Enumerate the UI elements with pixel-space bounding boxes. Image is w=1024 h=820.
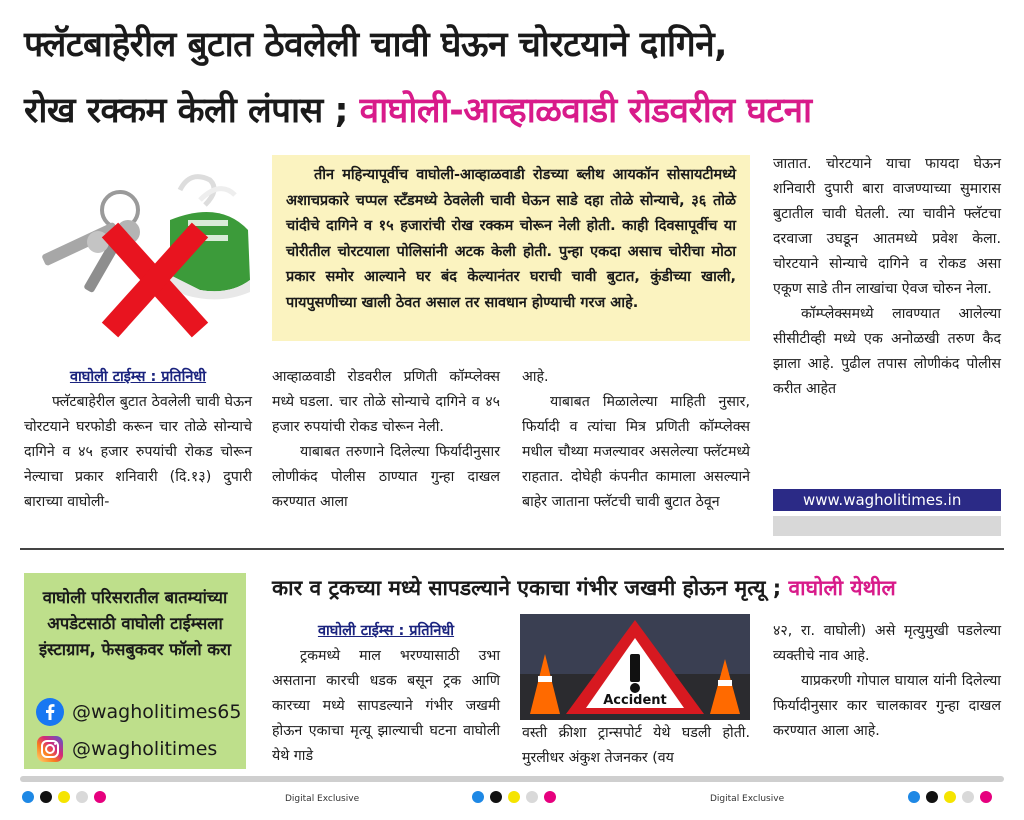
color-dot xyxy=(926,791,938,803)
callout-box: तीन महिन्यापूर्वीच वाघोली-आव्हाळवाडी रोडच्या ब्लीथ आयकॉन सोसायटीमध्ये अशाचप्रकारे चप्पल स्टॅंडमध्ये ठेवलेली चावी घेऊन साडे दहा तोळे सोन्याचे, ३६ तोळे चांदीचे दागिने व १५ हजारांची रोख रक्कम चोरून नेली होती. काही दिवसापूर्वीच या चोरीतील चोरटयाला पोलिसांनी अटक केली होती. पुन्हा एकदा असाच चोरीचा मोठा प्रकार समोर आल्याने घर बंद केल्यानंतर घराची चावी बुटात, कुंडीच्या खाली, पायपुसणीच्या खाली ठेवत असाल तर सावधान होण्याची गरज आहे. xyxy=(272,155,750,341)
article2-col3 xyxy=(773,619,1001,744)
instagram-handle-row[interactable] xyxy=(36,734,217,764)
color-dot xyxy=(76,791,88,803)
color-dot xyxy=(544,791,556,803)
article-text: फ्लॅटबाहेरील बुटात ठेवलेली चावी घेऊन चोरटयाने घरफोडी करून चार तोळे सोन्याचे दागिने व ४५ हजार रुपयांची रोकड चोरून नेल्याचा प्रकार शनिवारी (दि.१३) दुपारी बाराच्या वाघोली- xyxy=(24,394,252,510)
section-divider xyxy=(20,548,1004,550)
facebook-icon xyxy=(36,698,64,726)
headline-line-2 xyxy=(24,88,1004,134)
facebook-handle-row[interactable] xyxy=(36,697,241,727)
color-dot xyxy=(58,791,70,803)
headline-line-1: फ्लॅटबाहेरील बुटात ठेवलेली चावी घेऊन चोरटयाने दागिने, xyxy=(24,25,727,65)
byline: वाघोली टाईम्स : प्रतिनिधी xyxy=(317,623,455,639)
article1-col4 xyxy=(773,152,1001,402)
color-dot xyxy=(490,791,502,803)
website-link[interactable]: www.wagholitimes.in xyxy=(773,489,1001,511)
instagram-icon xyxy=(36,735,64,763)
color-dot xyxy=(526,791,538,803)
headline-magenta-part: वाघोली-आव्हाळवाडी रोडवरील घटना xyxy=(359,91,812,131)
color-dot xyxy=(908,791,920,803)
article2-headline xyxy=(272,574,1012,602)
article-text: आहे. xyxy=(522,369,549,385)
color-dots-center xyxy=(472,791,562,803)
footer-label: Digital Exclusive xyxy=(285,794,360,804)
accident-image xyxy=(520,614,750,720)
article-text: कॉम्प्लेक्समध्ये लावण्यात आलेल्या सीसीटीव्ही मध्ये एक अनोळखी तरुण कैद झाला आहे. पुढील तपास लोणीकंद पोलीस करीत आहेत xyxy=(773,306,1001,397)
color-dot xyxy=(472,791,484,803)
article-text: याबाबत मिळालेल्या माहिती नुसार, फिर्यादी व त्यांचा मित्र प्रणिती कॉम्प्लेक्स मधील चौथ्या मजल्यावर असलेल्या फ्लॅटमध्ये राहतात. दोघेही कंपनीत कामाला असल्याने बाहेर जाताना फ्लॅटची चावी बुटात ठेवून xyxy=(522,394,750,510)
keys-shoe-image xyxy=(20,160,260,340)
article2-headline-magenta: वाघोली येथील xyxy=(788,576,896,600)
color-dot xyxy=(962,791,974,803)
article1-col3 xyxy=(522,365,750,515)
bottom-bar xyxy=(20,776,1004,782)
article2-col2 xyxy=(522,721,750,771)
article-text: आव्हाळवाडी रोडवरील प्रणिती कॉम्प्लेक्स मध्ये घडला. चार तोळे सोन्याचे दागिने व ४५ हजार रुपयांची रोकड चोरून नेली. xyxy=(272,369,500,435)
accident-label: Accident xyxy=(603,693,667,708)
color-dot xyxy=(944,791,956,803)
facebook-handle: @wagholitimes65 xyxy=(72,701,242,723)
color-dots-left xyxy=(22,791,112,803)
social-promo-box xyxy=(24,573,246,769)
color-dot xyxy=(94,791,106,803)
article-text: याप्रकरणी गोपाल घायाल यांनी दिलेल्या फिर्यादीनुसार कार चालकावर गुन्हा दाखल करण्यात आला आहे. xyxy=(773,673,1001,739)
warning-icon xyxy=(630,654,640,682)
footer-label: Digital Exclusive xyxy=(710,794,785,804)
article2-col1 xyxy=(272,619,500,769)
article1-col2 xyxy=(272,365,500,515)
promo-text: वाघोली परिसरातील बातम्यांच्या अपडेटसाठी वाघोली टाईम्सला इंस्टाग्राम, फेसबुकवर फॉलो करा xyxy=(38,588,232,659)
color-dot xyxy=(980,791,992,803)
article-text: वस्ती क्रीशा ट्रान्सपोर्ट येथे घडली होती. मुरलीधर अंकुश तेजनकर (वय xyxy=(522,725,750,766)
color-dot xyxy=(508,791,520,803)
article1-col1 xyxy=(24,365,252,515)
color-dot xyxy=(22,791,34,803)
article-text: जातात. चोरटयाने याचा फायदा घेऊन शनिवारी दुपारी बारा वाजण्याच्या सुमारास बुटातील चावी घेतली. त्या चावीने फ्लॅटचा दरवाजा उघडून आतमध्ये प्रवेश केला. चोरटयाने सोन्याचे दागिने व रोकड असा एकूण साडे तीन लाखांचा ऐवज चोरुन नेला. xyxy=(773,156,1001,297)
byline: वाघोली टाईम्स : प्रतिनिधी xyxy=(69,369,207,385)
article2-headline-black: कार व ट्रकच्या मध्ये सापडल्याने एकाचा गंभीर जखमी होऊन मृत्यू ; xyxy=(272,576,782,600)
article-text: याबाबत तरुणाने दिलेल्या फिर्यादीनुसार लोणीकंद पोलीस ठाण्यात गुन्हा दाखल करण्यात आला xyxy=(272,444,500,510)
article-text: ४२, रा. वाघोली) असे मृत्युमुखी पडलेल्या व्यक्तीचे नाव आहे. xyxy=(773,623,1001,664)
headline-black-part: रोख रक्कम केली लंपास ; xyxy=(24,91,348,131)
article-text: ट्रकमध्ये माल भरण्यासाठी उभा असताना कारची धडक बसून ट्रक आणि कारच्या मध्ये सापडल्याने गंभीर जखमी होऊन एकाचा मृत्यू झाल्याची घटना वाघोली येथे गाडे xyxy=(272,648,500,764)
grey-bar xyxy=(773,516,1001,536)
color-dots-right xyxy=(908,791,998,803)
instagram-handle: @wagholitimes xyxy=(72,738,218,760)
color-dot xyxy=(40,791,52,803)
